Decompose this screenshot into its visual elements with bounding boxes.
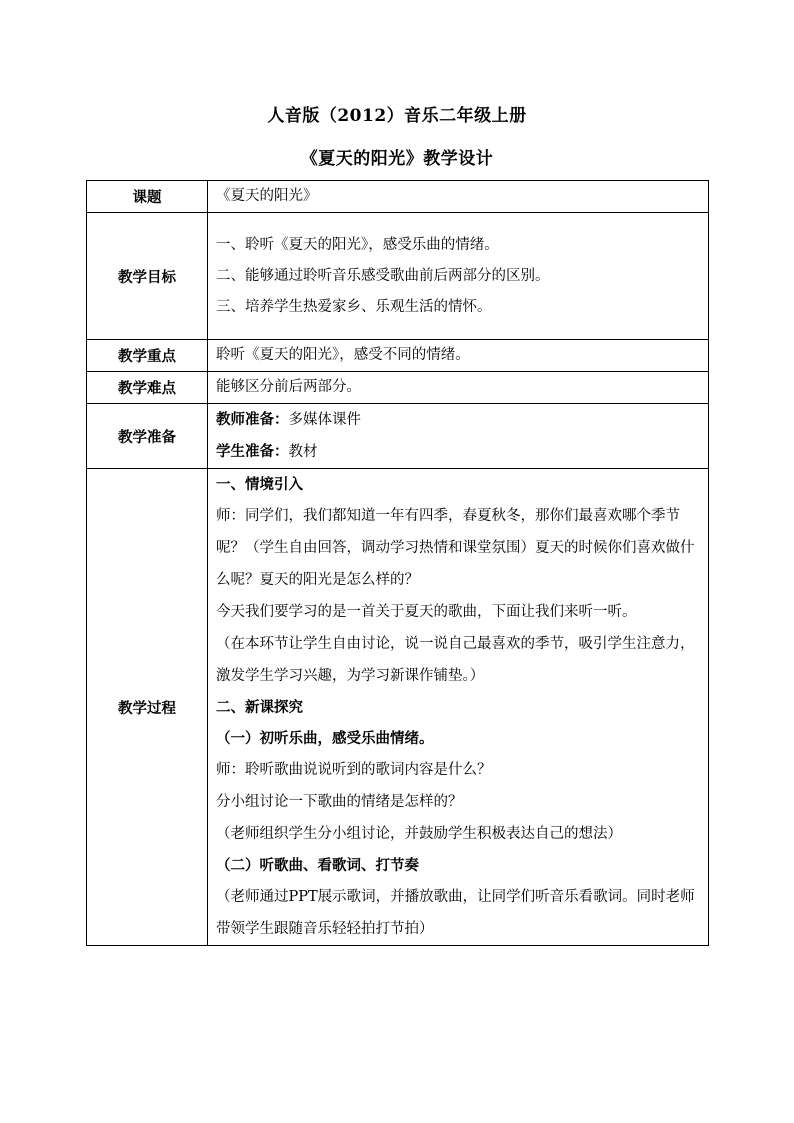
difficulties-value: 能够区分前后两部分。 — [216, 379, 361, 395]
goal-item-1: 一、聆听《夏天的阳光》，感受乐曲的情绪。 — [216, 236, 499, 253]
difficulties-row — [87, 372, 709, 404]
topic-row — [87, 181, 709, 213]
key-points-label: 教学重点 — [87, 340, 208, 372]
process-row — [87, 469, 709, 946]
goal-item-3: 三、培养学生热爱家乡、乐观生活的情怀。 — [216, 298, 492, 315]
student-preparation-value: 教材 — [288, 444, 318, 460]
preparation-row — [87, 404, 709, 469]
topic-label: 课题 — [87, 181, 208, 213]
subsection2-heading: （二）听歌曲、看歌词、打节奏 — [216, 857, 419, 874]
goal-item-2: 二、能够通过聆听音乐感受歌曲前后两部分的区别。 — [216, 267, 550, 284]
topic-cell — [208, 181, 709, 213]
section1-paragraph-3: （在本环节让学生自由讨论，说一说自己最喜欢的季节，吸引学生注意力，激发学生学习兴趣，为学习新课作铺垫。） — [216, 636, 695, 684]
topic-value: 《夏天的阳光》 — [216, 188, 318, 204]
student-preparation — [216, 436, 701, 468]
subsection1-paragraph-2: 分小组讨论一下歌曲的情绪是怎样的？ — [216, 794, 463, 810]
section1-heading: 一、情境引入 — [216, 476, 303, 493]
teacher-preparation-label: 教师准备： — [216, 411, 289, 428]
teacher-preparation — [216, 404, 701, 436]
key-points-row — [87, 340, 709, 372]
goals-label: 教学目标 — [87, 213, 208, 340]
section2-heading: 二、新课探究 — [216, 699, 303, 716]
subsection1-paragraph-1: 师：聆听歌曲说说听到的歌词内容是什么？ — [216, 762, 492, 778]
section1-paragraph-2: 今天我们要学习的是一首关于夏天的歌曲，下面让我们来听一听。 — [216, 604, 637, 620]
difficulties-label: 教学难点 — [87, 372, 208, 404]
goals-cell — [208, 213, 709, 340]
subsection1-paragraph-3: （老师组织学生分小组讨论，并鼓励学生积极表达自己的想法） — [216, 826, 622, 842]
subsection2-paragraph-1: （老师通过PPT展示歌词，并播放歌曲，让同学们听音乐看歌词。同时老师带领学生跟随音乐轻轻拍打节拍） — [216, 889, 695, 937]
process-cell — [208, 469, 709, 946]
student-preparation-label: 学生准备： — [216, 443, 289, 460]
lesson-plan-table — [86, 180, 709, 946]
goals-row — [87, 213, 709, 340]
difficulties-cell — [208, 372, 709, 404]
document-subtitle: 《夏天的阳光》教学设计 — [300, 149, 494, 169]
subsection1-heading: （一）初听乐曲，感受乐曲情绪。 — [216, 730, 434, 747]
key-points-value: 聆听《夏天的阳光》，感受不同的情绪。 — [216, 347, 470, 363]
process-label: 教学过程 — [87, 469, 208, 946]
document-title: 人音版（2012）音乐二年级上册 — [267, 106, 527, 126]
teacher-preparation-value: 多媒体课件 — [288, 412, 361, 428]
key-points-cell — [208, 340, 709, 372]
section1-paragraph-1: 师：同学们，我们都知道一年有四季，春夏秋冬，那你们最喜欢哪个季节呢？（学生自由回答，调动学习热情和课堂氛围）夏天的时候你们喜欢做什么呢？夏天的阳光是怎么样的？ — [216, 508, 695, 588]
preparation-cell — [208, 404, 709, 469]
preparation-label: 教学准备 — [87, 404, 208, 469]
